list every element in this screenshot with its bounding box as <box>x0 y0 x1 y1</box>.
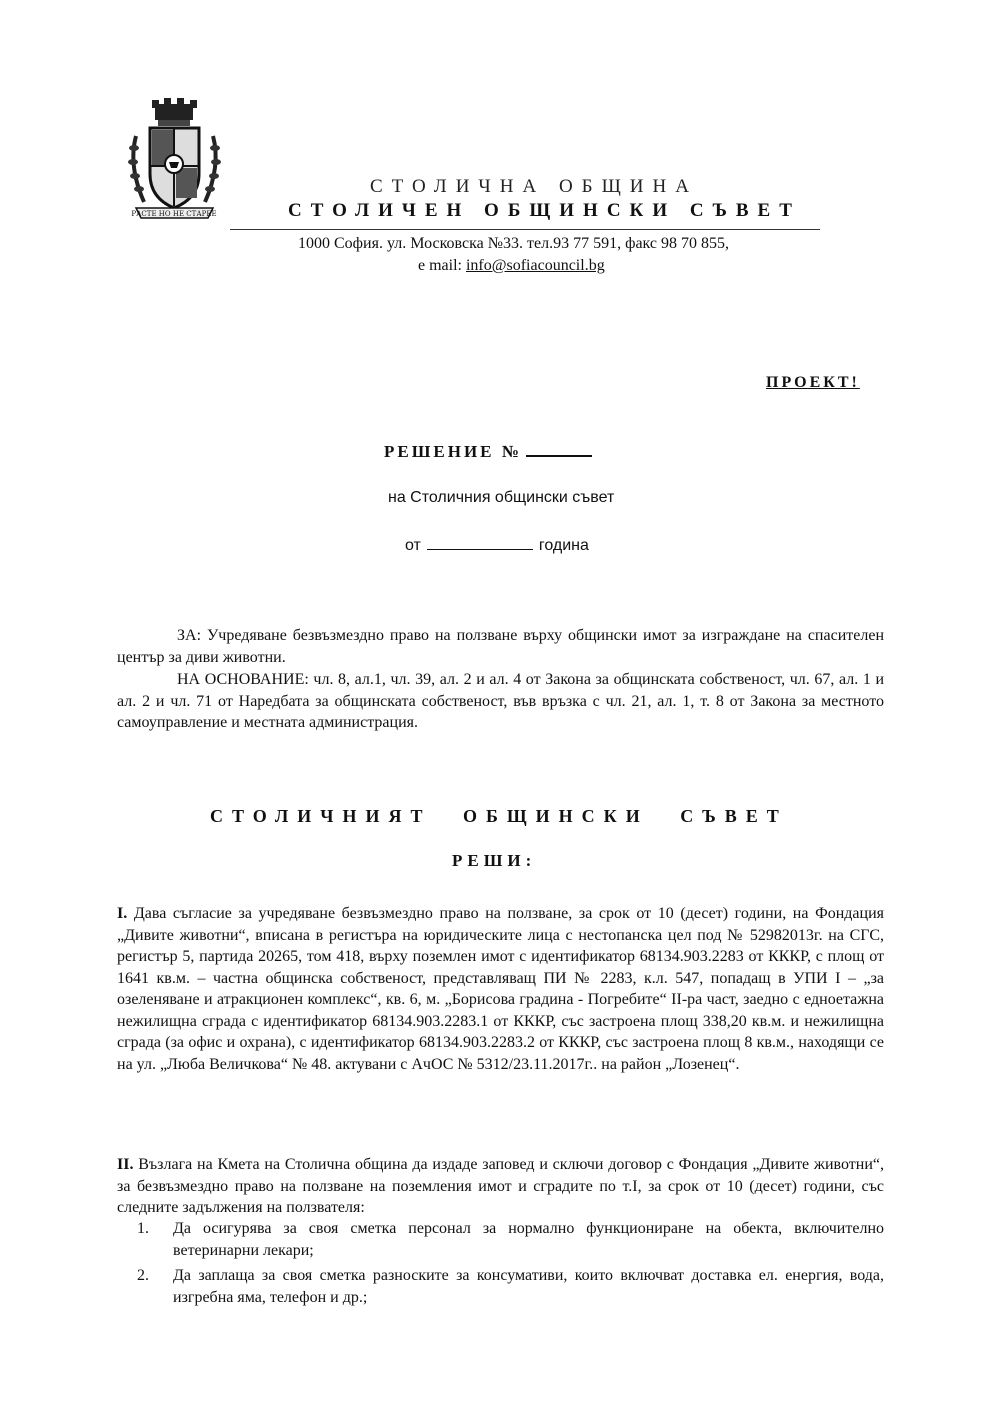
section-I-number: I. <box>117 905 128 922</box>
obligations-list <box>137 1218 884 1312</box>
legal-basis-paragraph: НА ОСНОВАНИЕ: чл. 8, ал.1, чл. 39, ал. 2 и ал. 4 от Закона за общинската собственост, чл. 67, ал. 1 и ал. 2 и чл. 71 от Наредбата за общинската собственост, във връзка с чл. 21, ал. 1, т. 8 от Закона за местното самоуправление и местната администрация. <box>117 671 884 731</box>
section-I-text: Дава съгласие за учредяване безвъзмездно право на ползване, за срок от 10 (десет) години, на Фондация „Дивите животни“, вписана в регистъра на юридическите лица с нестопанска цел под № 52982013г. на СГС, регистър 5, партида 20265, том 418, върху поземлен имот с идентификатор 68134.903.2283 от КККР, с площ от 1641 кв.м. – частна общинска собственост, представляващ ПИ № 2283, к.л. 547, попадащ в УПИ I – „за озеленяване и атракционен комплекс“, кв. 6, м. „Борисова градина - Погребите“ II-ра част, заедно с едноетажна нежилищна сграда с идентификатор 68134.903.2283.1 от КККР, със застроена площ 338,20 кв.м. и нежилищна сграда (за офис и охрана), с идентификатор 68134.903.2283.2 от КККР, със застроена площ 8 кв.м., находящи се на ул. „Люба Величкова“ № 48. актувани с АчОС № 5312/23.11.2017г.. на район „Лозенец“. <box>117 905 885 1073</box>
council-subtitle: на Столичния общински съвет <box>388 489 615 506</box>
org-name-line1: СТОЛИЧНА ОБЩИНА <box>370 176 698 197</box>
date-from-label: от <box>405 537 421 554</box>
date-blank <box>427 535 533 550</box>
section-II-number: II. <box>117 1156 134 1173</box>
council-heading: СТОЛИЧНИЯТ ОБЩИНСКИ СЪВЕТ <box>210 806 788 826</box>
header-divider <box>230 229 820 230</box>
section-II <box>117 1154 884 1219</box>
section-I <box>117 903 884 1075</box>
svg-text:РАСТЕ НО НЕ СТАРЕЕ: РАСТЕ НО НЕ СТАРЕЕ <box>131 210 217 218</box>
section-II-text: Възлага на Кмета на Столична община да издаде заповед и сключи договор с Фондация „Дивите животни“, за безвъзмездно право на ползване на поземления имот и сградите по т.I, за срок от 10 (десет) години, със следните задължения на ползвателя: <box>117 1156 885 1216</box>
org-name-line2: СТОЛИЧЕН ОБЩИНСКИ СЪВЕТ <box>288 200 801 221</box>
decided-heading: РЕШИ: <box>452 851 537 870</box>
list-item <box>137 1265 884 1308</box>
list-item-number: 1. <box>137 1220 149 1237</box>
coat-of-arms-logo <box>122 96 227 221</box>
list-item <box>137 1218 884 1261</box>
decision-title <box>384 441 592 462</box>
project-label: ПРОЕКТ! <box>766 374 860 391</box>
subject-paragraph: ЗА: Учредяване безвъзмездно право на ползване върху общински имот за изграждане на спасителен център за диви животни. <box>117 627 884 666</box>
date-line <box>405 535 589 555</box>
email-link[interactable]: info@sofiacouncil.bg <box>465 257 605 274</box>
list-item-text: Да заплаща за своя сметка разноските за консумативи, които включват доставка ел. енергия, вода, изгребна яма, телефон и др.; <box>173 1267 884 1306</box>
email-label: e mail: <box>418 257 462 274</box>
decision-title-text: РЕШЕНИЕ № <box>384 442 522 461</box>
email-line <box>418 257 605 275</box>
decision-number-blank <box>526 441 592 457</box>
address-line: 1000 София. ул. Московска №33. тел.93 77 591, факс 98 70 855, <box>298 235 730 252</box>
list-item-number: 2. <box>137 1267 149 1284</box>
list-item-text: Да осигурява за своя сметка персонал за нормално функциониране на обекта, включително ветеринарни лекари; <box>173 1220 884 1259</box>
date-year-label: година <box>538 537 589 554</box>
